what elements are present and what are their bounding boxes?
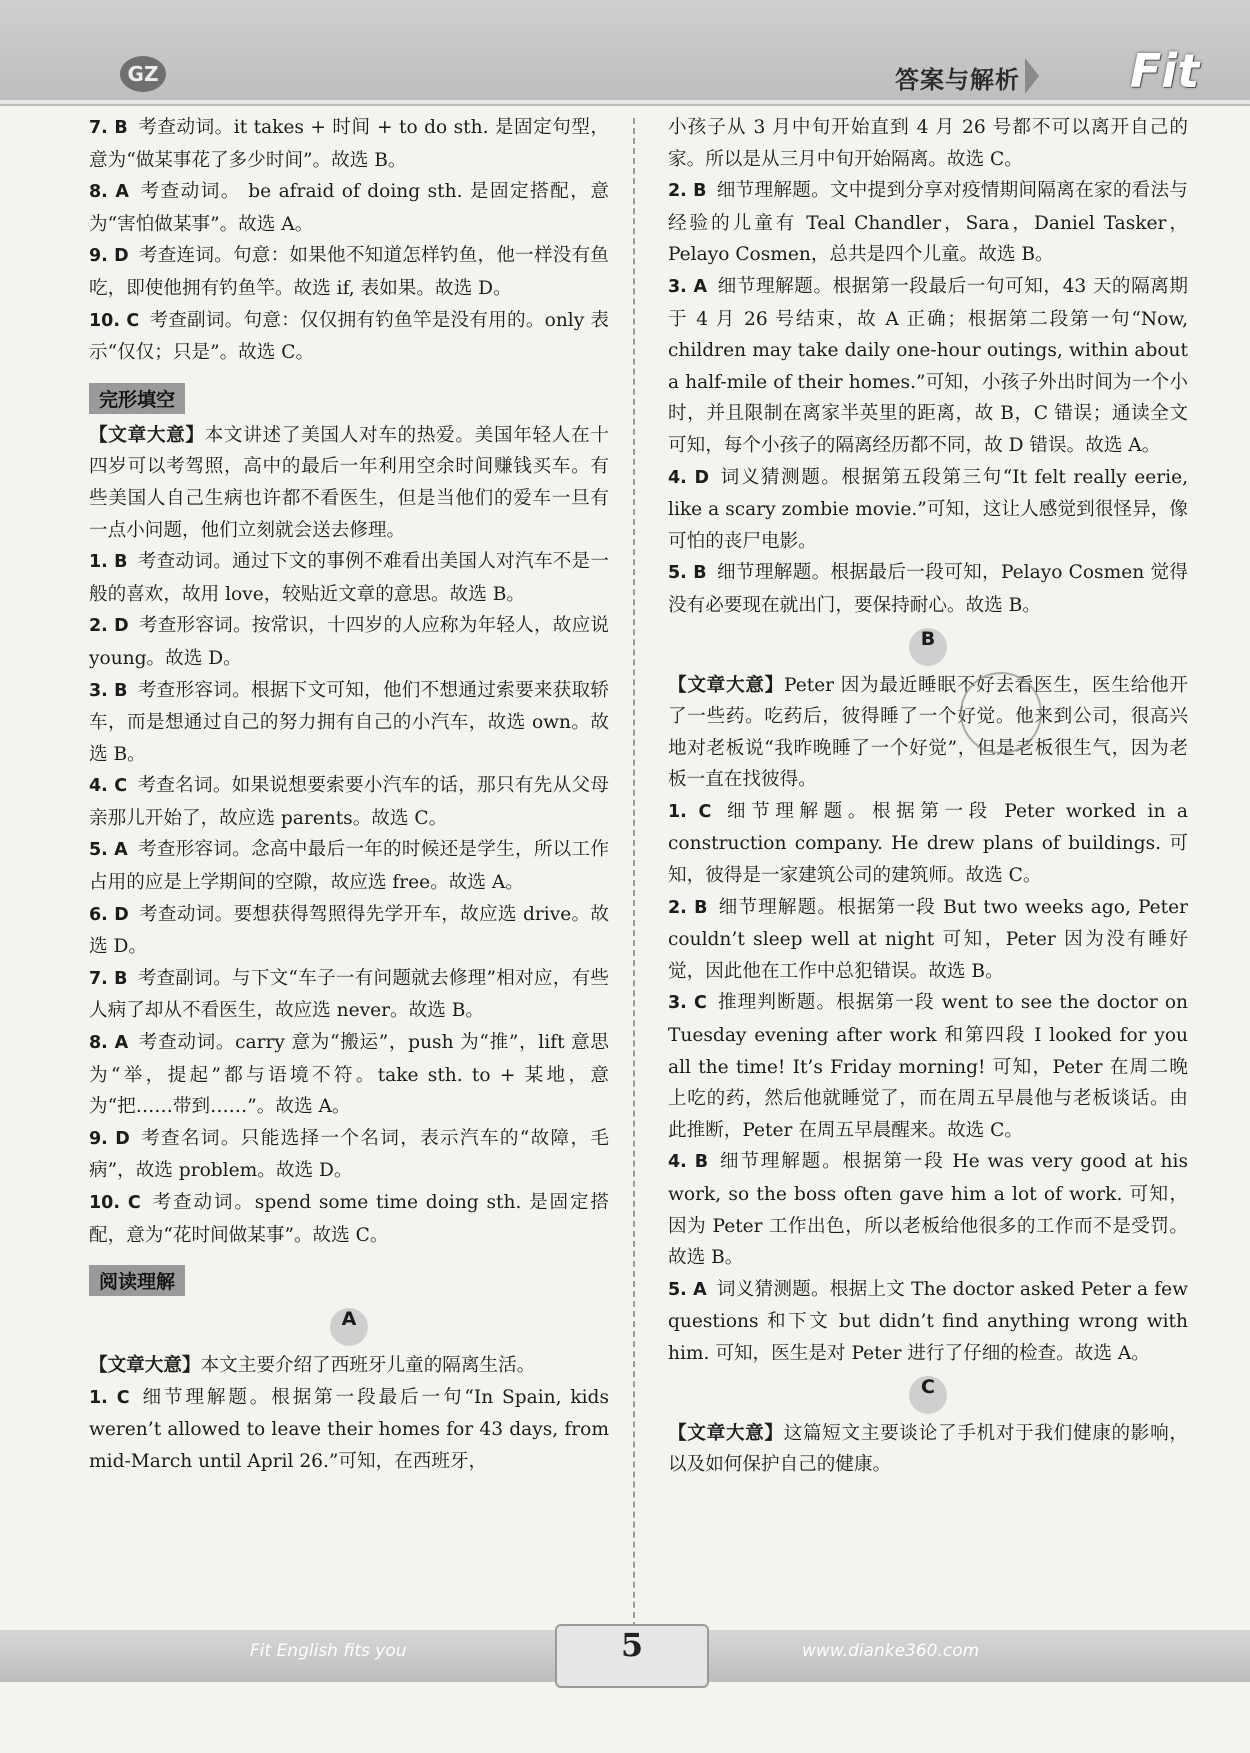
article-summary: 【文章大意】本文讲述了美国人对车的热爱。美国年轻人在十四岁可以考驾照，高中的最后一年利用空余时间赚钱买车。有些美国人自己生病也许都不看医生，但是当他们的爱车一旦有一点小问题，他们立刻就会送去修理。	[89, 424, 609, 541]
page-header	[0, 0, 1250, 106]
page-number: 5	[555, 1624, 709, 1688]
footer-slogan: Fit English fits you	[250, 1641, 407, 1661]
fit-logo: Fit	[1130, 44, 1200, 98]
column-divider	[633, 118, 635, 1688]
header-divider	[0, 100, 1250, 104]
list-item: 1. C 细节理解题。根据第一段 Peter worked in a construction company. He drew plans of buildings. 可知，彼得是一家建筑公司的建筑师。故选 C。	[668, 800, 1188, 887]
list-item: 7. B 考查副词。与下文“车子一有问题就去修理”相对应，有些人病了却从不看医生，故应选 never。故选 B。	[89, 967, 609, 1022]
left-column	[89, 112, 609, 1478]
chevron-right-icon	[1025, 58, 1039, 94]
header-title: 答案与解析	[895, 66, 1020, 94]
list-item: 1. B 考查动词。通过下文的事例不难看出美国人对汽车不是一般的喜欢，故用 love，较贴近文章的意思。故选 B。	[89, 551, 609, 605]
list-item: 3. A 细节理解题。根据第一段最后一句可知，43 天的隔离期于 4 月 26 号结束，故 A 正确；根据第二段第一句“Now, children may take daily one-hour outings, within about a half-mile of their homes.”可知，小孩子外出时间为一个小时，并且限制在离家半英里的距离，故 B，C 错误；通读全文可知，每个小孩子的隔离经历都不同，故 D 错误。故选 A。	[668, 275, 1188, 456]
list-item: 6. D 考查动词。要想获得驾照得先学开车，故应选 drive。故选 D。	[89, 903, 609, 958]
list-item: 4. B 细节理解题。根据第一段 He was very good at his work, so the boss often gave him a lot of work. 可知，因为 Peter 工作出色，所以老板给他很多的工作而不是受罚。故选 B。	[668, 1151, 1188, 1269]
list-item: 5. A 词义猜测题。根据上文 The doctor asked Peter a few questions 和下文 but didn’t find anything wrong with him. 可知，医生是对 Peter 进行了仔细的检查。故选 A。	[668, 1278, 1188, 1364]
section-title-cloze: 完形填空	[89, 383, 185, 414]
list-item: 8. A 考查动词。carry 意为“搬运”，push 为“推”，lift 意思为“举，提起”都与语境不符。take sth. to + 某地，意为“把……带到……”。故选 A。	[89, 1032, 609, 1118]
list-item: 10. C 考查副词。句意：仅仅拥有钓鱼竿是没有用的。only 表示“仅仅；只是”。故选 C。	[89, 309, 609, 364]
list-item: 7. B 考查动词。it takes + 时间 + to do sth. 是固定句型，意为“做某事花了多少时间”。故选 B。	[89, 117, 609, 171]
list-item: 10. C 考查动词。spend some time doing sth. 是固定搭配，意为“花时间做某事”。故选 C。	[89, 1192, 610, 1246]
list-item: 4. C 考查名词。如果说想要索要小汽车的话，那只有先从父母亲那儿开始了，故应选 parents。故选 C。	[89, 775, 609, 829]
list-item: 9. D 考查连词。句意：如果他不知道怎样钓鱼，他一样没有鱼吃，即使他拥有钓鱼竿。故选 if, 表如果。故选 D。	[89, 245, 609, 299]
list-item: 2. D 考查形容词。按常识，十四岁的人应称为年轻人，故应说 young。故选 D。	[89, 615, 609, 669]
list-item: 3. C 推理判断题。根据第一段 went to see the doctor on Tuesday evening after work 和第四段 I looked for you all the time! It’s Friday morning! 可知，Peter 在周二晚上吃的药，然后他就睡觉了，而在周五早晨他与老板谈话。由此推断，Peter 在周五早晨醒来。故选 C。	[668, 992, 1189, 1141]
article-summary: 【文章大意】本文主要介绍了西班牙儿童的隔离生活。	[89, 1355, 536, 1377]
list-item: 3. B 考查形容词。根据下文可知，他们不想通过索要来获取轿车，而是想通过自己的努力拥有自己的小汽车，故选 own。故选 B。	[89, 679, 609, 765]
article-summary: 【文章大意】Peter 因为最近睡眠不好去看医生，医生给他开了一些药。吃药后，彼得睡了一个好觉。他来到公司，很高兴地对老板说“我昨晚睡了一个好觉”，但是老板很生气，因为老板一直在找彼得。	[668, 674, 1188, 791]
footer-site: www.dianke360.com	[802, 1641, 980, 1661]
list-item: 2. B 细节理解题。文中提到分享对疫情期间隔离在家的看法与经验的儿童有 Teal Chandler，Sara，Daniel Tasker，Pelayo Cosmen，总共是四个儿童。故选 B。	[668, 180, 1188, 266]
list-item: 5. A 考查形容词。念高中最后一年的时候还是学生，所以工作占用的应是上学期间的空隙，故应选 free。故选 A。	[89, 839, 609, 894]
list-item: 8. A 考查动词。 be afraid of doing sth. 是固定搭配，意为“害怕做某事”。故选 A。	[89, 181, 609, 235]
passage-label-b: B	[909, 628, 947, 666]
list-item-continued: 小孩子从 3 月中旬开始直到 4 月 26 号都不可以离开自己的家。所以是从三月中旬开始隔离。故选 C。	[668, 117, 1188, 170]
list-item: 9. D 考查名词。只能选择一个名词，表示汽车的“故障，毛病”，故选 problem。故选 D。	[89, 1127, 609, 1182]
article-summary: 【文章大意】这篇短文主要谈论了手机对于我们健康的影响，以及如何保护自己的健康。	[668, 1422, 1188, 1476]
section-title-reading: 阅读理解	[89, 1265, 185, 1296]
passage-label-a: A	[330, 1308, 368, 1346]
list-item: 1. C 细节理解题。根据第一段最后一句“In Spain, kids weren’t allowed to leave their homes for 43 days, from mid-March until April 26.”可知，在西班牙，	[89, 1386, 609, 1472]
right-column	[668, 112, 1188, 1481]
gz-logo: GZ	[120, 56, 166, 92]
passage-label-c: C	[909, 1376, 947, 1414]
list-item: 2. B 细节理解题。根据第一段 But two weeks ago, Peter couldn’t sleep well at night 可知，Peter 因为没有睡好觉，因此他在工作中总犯错误。故选 B。	[668, 896, 1188, 982]
list-item: 4. D 词义猜测题。根据第五段第三句“It felt really eerie, like a scary zombie movie.”可知，这让人感觉到很怪异，像可怕的丧尸电影。	[668, 466, 1188, 552]
list-item: 5. B 细节理解题。根据最后一段可知，Pelayo Cosmen 觉得没有必要现在就出门，要保持耐心。故选 B。	[668, 562, 1188, 616]
